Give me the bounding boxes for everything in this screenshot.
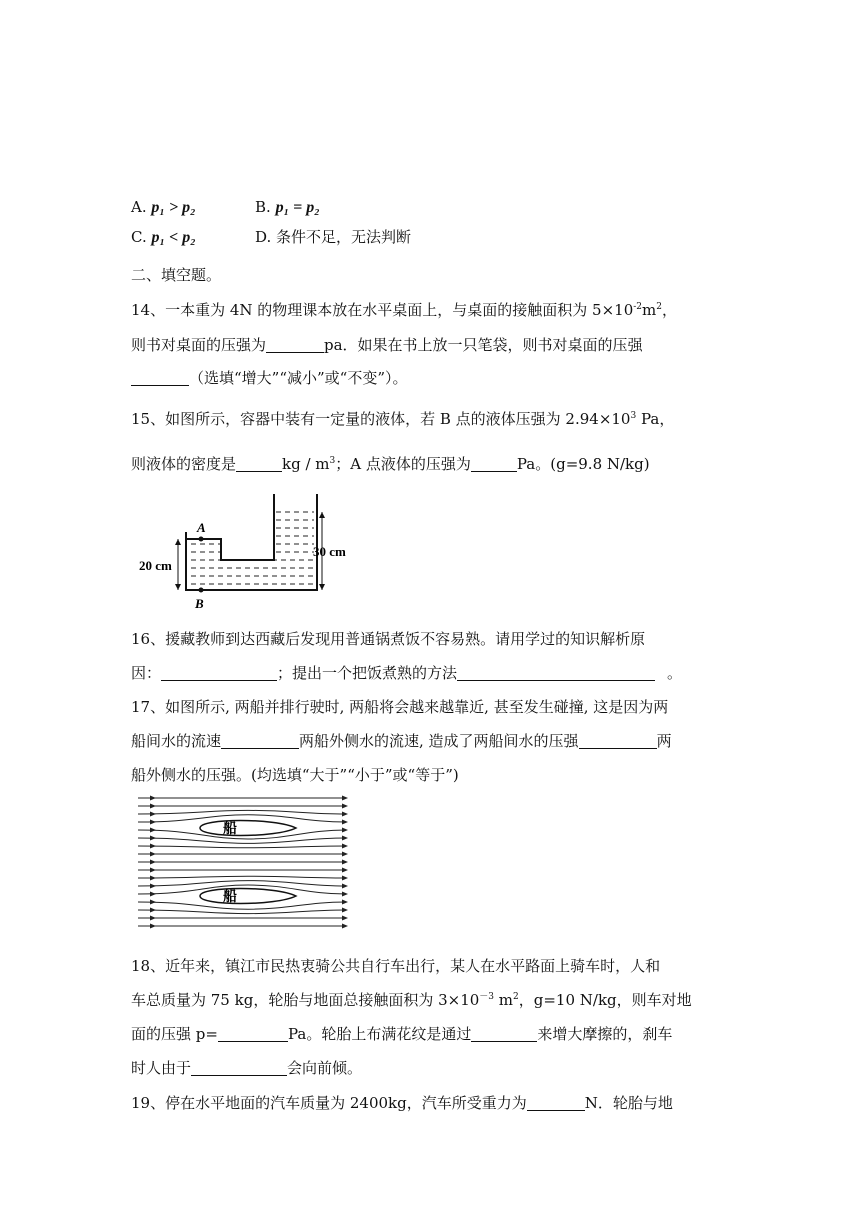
flow-arrow <box>342 804 348 809</box>
q16-line-1: 16、援藏教师到达西藏后发现用普通锅煮饭不容易熟。请用学过的知识解析原 <box>131 630 646 648</box>
q17-line-2: 船间水的流速 两船外侧水的流速, 造成了两船间水的压强 两 <box>131 732 672 750</box>
boat-1-label: 船 <box>223 822 237 837</box>
answer-blank[interactable] <box>579 732 657 749</box>
flow-arrow <box>150 844 156 849</box>
flow-arrow <box>150 828 156 833</box>
point-a <box>199 537 204 542</box>
flow-arrow <box>342 892 348 897</box>
flow-arrow <box>150 876 156 881</box>
flow-arrow <box>150 852 156 857</box>
boat-1 <box>200 821 296 836</box>
flow-arrow <box>342 860 348 865</box>
section-title: 二、填空题。 <box>131 266 222 284</box>
streamlines <box>138 798 346 926</box>
flow-arrow <box>342 820 348 825</box>
q18-line-3: 面的压强 p= Pa。轮胎上布满花纹是通过 来增大摩擦的，刹车 <box>131 1025 673 1043</box>
answer-blank[interactable] <box>221 732 299 749</box>
flow-arrow <box>342 884 348 889</box>
flow-arrow <box>342 900 348 905</box>
q17-line-3: 船外侧水的压强。(均选填“大于”“小于”或“等于”) <box>131 766 459 784</box>
flow-arrow <box>150 804 156 809</box>
flow-arrow <box>150 884 156 889</box>
answer-blank[interactable] <box>266 336 324 353</box>
option-a: A. p₁ > p₂ <box>131 198 196 216</box>
flow-arrow <box>150 916 156 921</box>
container-outline <box>186 494 317 590</box>
q16-line-2: 因： ；提出一个把饭煮熟的方法 。 <box>131 664 683 682</box>
option-c: C. p₁ < p₂ <box>131 228 196 246</box>
q17-line-1: 17、如图所示, 两船并排行驶时, 两船将会越来越靠近, 甚至发生碰撞, 这是因为两 <box>131 698 669 716</box>
flow-arrow <box>150 908 156 913</box>
option-d: D. 条件不足，无法判断 <box>255 228 412 246</box>
option-b-expr: p₁ = p₂ <box>275 199 320 216</box>
label-20cm: 20 cm <box>139 558 172 573</box>
q15-line-2: 则液体的密度是 kg / $m^3$；A 点液体的压强为 Pa。(g=9.8 N/kg) <box>131 455 650 473</box>
boats-figure <box>136 792 358 932</box>
flow-arrow <box>342 836 348 841</box>
label-b: B <box>195 596 204 611</box>
flow-arrow <box>150 796 156 801</box>
flow-arrow <box>342 916 348 921</box>
flow-arrow <box>342 828 348 833</box>
answer-blank[interactable] <box>471 1025 537 1042</box>
flow-arrow <box>150 820 156 825</box>
answer-blank[interactable] <box>236 455 282 472</box>
streamline <box>138 876 346 878</box>
flow-arrow <box>150 812 156 817</box>
flow-arrow <box>150 900 156 905</box>
q14-line-2: 则书对桌面的压强为 pa．如果在书上放一只笔袋，则书对桌面的压强 <box>131 336 643 354</box>
flow-arrow <box>342 908 348 913</box>
container-figure <box>136 490 366 612</box>
q14-line-3: （选填“增大”“减小”或“不变”）。 <box>131 367 408 389</box>
q15-line-1: 15、如图所示，容器中装有一定量的液体，若 B 点的液体压强为 $2.94\times 10^3$ Pa， <box>131 410 675 428</box>
point-b <box>199 588 204 593</box>
answer-blank[interactable] <box>161 664 277 681</box>
flow-arrow <box>150 868 156 873</box>
flow-arrow <box>342 844 348 849</box>
option-c-expr: p₁ < p₂ <box>151 229 196 246</box>
label-30cm: 30 cm <box>313 544 346 559</box>
streamline <box>138 910 346 914</box>
flow-arrow <box>342 812 348 817</box>
flow-arrow <box>150 860 156 865</box>
q18-line-1: 18、近年来，镇江市民热衷骑公共自行车出行，某人在水平路面上骑车时，人和 <box>131 957 661 975</box>
boat-2-label: 船 <box>223 890 237 905</box>
flow-arrow <box>342 852 348 857</box>
answer-blank[interactable] <box>457 664 655 681</box>
flow-arrow <box>150 892 156 897</box>
flow-arrow <box>150 836 156 841</box>
q14-line-1: 14、一本重为 4N 的物理课本放在水平桌面上，与桌面的接触面积为 $5\times 10^{-2}m^2$， <box>131 301 678 319</box>
answer-blank[interactable] <box>131 369 189 386</box>
option-b: B. p₁ = p₂ <box>255 198 320 216</box>
answer-blank[interactable] <box>218 1025 288 1042</box>
q18-line-4: 时人由于 会向前倾。 <box>131 1059 363 1077</box>
flow-arrow <box>342 876 348 881</box>
boat-2 <box>200 889 296 904</box>
flow-arrow <box>342 796 348 801</box>
streamline <box>138 810 346 814</box>
streamline <box>138 846 346 848</box>
flow-arrow <box>150 924 156 929</box>
answer-blank[interactable] <box>191 1059 287 1076</box>
q18-line-2: 车总质量为 75 kg，轮胎与地面总接触面积为 $3\times 10^{-3}$ $m^2$，g=10 N/kg，则车对地 <box>131 991 692 1009</box>
flow-arrow <box>342 924 348 929</box>
flow-arrow <box>342 868 348 873</box>
answer-blank[interactable] <box>471 455 517 472</box>
q19-line-1: 19、停在水平地面的汽车质量为 2400kg，汽车所受重力为 N．轮胎与地 <box>131 1094 673 1112</box>
option-a-expr: p₁ > p₂ <box>151 199 196 216</box>
liquid-lines <box>191 512 314 584</box>
answer-blank[interactable] <box>527 1094 585 1111</box>
label-a: A <box>197 520 206 535</box>
